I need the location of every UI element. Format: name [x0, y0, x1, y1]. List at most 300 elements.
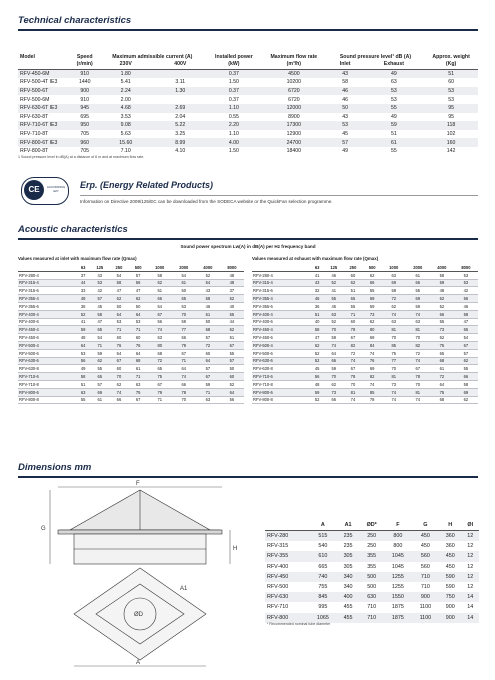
exhaust-acoustic-cell: 74 — [382, 310, 406, 318]
dim-cell: 1045 — [391, 563, 404, 570]
inlet-acoustic-cell: 65 — [148, 365, 172, 373]
dimensions-row — [265, 572, 479, 582]
inlet-acoustic-cell: 57 — [129, 271, 148, 279]
exhaust-acoustic-cell: 74 — [406, 396, 430, 404]
tech-model-cell: RFV-800-8T — [20, 148, 49, 155]
inlet-acoustic-model-cell: RFV-355-6 — [18, 302, 76, 310]
dim-cell: 1045 — [384, 551, 412, 561]
inlet-acoustic-cell: 71 — [172, 357, 196, 365]
tech-cell: 95 — [448, 113, 454, 120]
tech-cell: 2.20 — [207, 121, 261, 130]
inlet-acoustic-cell: 66 — [172, 380, 196, 388]
exhaust-acoustic-cell: 76 — [363, 357, 382, 365]
exhaust-acoustic-model-cell: RFV-450-4 — [252, 326, 310, 334]
dim-cell: 710 — [420, 584, 430, 591]
tech-cell: 0.37 — [228, 96, 239, 103]
dim-cell: 900 — [445, 604, 455, 611]
inlet-acoustic-cell: 56 — [220, 396, 244, 404]
dim-cell: 515 — [309, 531, 337, 542]
inlet-acoustic-cell: 74 — [109, 388, 128, 396]
inlet-freq-blank — [18, 264, 76, 271]
exhaust-acoustic-cell: 75 — [430, 388, 454, 396]
dimensions-row — [265, 602, 479, 612]
dimensions-table — [265, 519, 479, 623]
erp-title: Erp. (Energy Related Products) — [80, 180, 214, 190]
tech-cell: 55 — [364, 104, 425, 113]
inlet-acoustic-row — [18, 373, 244, 381]
tech-cell: 57 — [327, 138, 364, 147]
dim-cell: 305 — [337, 551, 360, 561]
inlet-acoustic-cell: 63 — [196, 396, 220, 404]
dim-cell: 500 — [359, 572, 384, 582]
inlet-acoustic-cell: 43 — [90, 271, 109, 279]
tech-model-cell: RFV-710-6T IE3 — [18, 121, 72, 130]
tech-row — [18, 78, 478, 87]
exhaust-acoustic-cell: 82 — [343, 341, 362, 349]
inlet-acoustic-cell: 69 — [90, 388, 109, 396]
exhaust-acoustic-cell: 48 — [430, 287, 454, 295]
tech-cell: 142 — [446, 148, 456, 155]
tech-model-cell: RFV-630-8T — [20, 113, 49, 120]
dim-cell: 455 — [337, 613, 360, 623]
exhaust-freq-cell: 500 — [363, 264, 382, 271]
dim-model-cell: RFV-355 — [265, 551, 309, 561]
dim-cell: 590 — [439, 572, 462, 582]
exhaust-acoustic-row — [252, 341, 478, 349]
inlet-acoustic-cell: 58 — [196, 295, 220, 303]
inlet-acoustic-cell: 67 — [196, 373, 220, 381]
inlet-acoustic-model-cell: RFV-710-8 — [18, 380, 76, 388]
dim-model-cell: RFV-800 — [265, 613, 309, 623]
inlet-freq-cell: 63 — [76, 264, 90, 271]
exhaust-acoustic-cell: 63 — [406, 318, 430, 326]
inlet-acoustic-cell: 57 — [90, 295, 109, 303]
dim-model-cell: RFV-450 — [265, 572, 309, 582]
inlet-acoustic-cell: 67 — [148, 310, 172, 318]
inlet-acoustic-cell: 64 — [220, 388, 244, 396]
tech-cell: 2.24 — [98, 87, 154, 96]
dimensions-row — [265, 531, 479, 542]
exhaust-acoustic-model-cell: RFV-500-6 — [252, 349, 310, 357]
exhaust-acoustic-cell: 65 — [343, 295, 362, 303]
tech-cell: 6720 — [288, 96, 300, 103]
dim-cell: 800 — [393, 543, 403, 550]
exhaust-acoustic-cell: 66 — [430, 310, 454, 318]
inlet-acoustic-row — [18, 365, 244, 373]
inlet-acoustic-cell: 54 — [109, 271, 128, 279]
exhaust-acoustic-cell: 62 — [343, 279, 362, 287]
inlet-acoustic-cell: 76 — [129, 341, 148, 349]
dim-cell: 1550 — [384, 592, 412, 602]
tech-units-row — [18, 60, 478, 69]
inlet-acoustic-cell: 59 — [90, 349, 109, 357]
inlet-acoustic-cell: 37 — [76, 271, 90, 279]
inlet-acoustic-cell: 44 — [220, 318, 244, 326]
exhaust-acoustic-cell: 45 — [324, 302, 343, 310]
inlet-acoustic-model-cell: RFV-800-6 — [18, 388, 76, 396]
tech-unit-cell: 230V — [98, 60, 154, 69]
inlet-acoustic-row — [18, 357, 244, 365]
inlet-acoustic-cell: 56 — [148, 318, 172, 326]
exhaust-acoustic-row — [252, 295, 478, 303]
inlet-acoustic-model-cell: RFV-315-6 — [18, 287, 76, 295]
exhaust-acoustic-cell: 60 — [343, 318, 362, 326]
inlet-acoustic-cell: 62 — [109, 380, 128, 388]
tech-cell: 0.55 — [228, 113, 239, 120]
dim-cell: 12 — [462, 531, 479, 542]
tech-cell: 53 — [390, 96, 397, 103]
inlet-freq-cell: 1000 — [148, 264, 172, 271]
exhaust-acoustic-row — [252, 365, 478, 373]
exhaust-acoustic-cell: 56 — [454, 295, 478, 303]
tech-cell: 53 — [364, 87, 425, 96]
exhaust-acoustic-cell: 64 — [324, 349, 343, 357]
exhaust-acoustic-cell: 75 — [430, 341, 454, 349]
dim-header-cell: A1 — [337, 519, 360, 531]
inlet-acoustic-cell: 62 — [129, 295, 148, 303]
inlet-acoustic-cell: 79 — [148, 388, 172, 396]
tech-cell: 59 — [364, 121, 425, 130]
tech-row — [18, 130, 478, 139]
exhaust-acoustic-cell: 69 — [454, 388, 478, 396]
th-speed: Speed — [76, 54, 93, 60]
inlet-acoustic-cell: 64 — [172, 365, 196, 373]
exhaust-acoustic-cell: 40 — [310, 318, 324, 326]
exhaust-acoustic-cell: 67 — [454, 341, 478, 349]
inlet-acoustic-cell: 58 — [148, 271, 172, 279]
inlet-acoustic-cell: 41 — [76, 318, 90, 326]
inlet-acoustic-cell: 74 — [172, 373, 196, 381]
acoustic-section-rule — [18, 238, 478, 240]
tech-cell: 24700 — [261, 138, 327, 147]
tech-cell — [154, 95, 207, 104]
dim-cell: 590 — [445, 584, 455, 591]
exhaust-acoustic-row — [252, 318, 478, 326]
tech-cell: 53 — [448, 96, 454, 103]
exhaust-acoustic-cell: 61 — [406, 271, 430, 279]
inlet-acoustic-cell: 58 — [109, 279, 128, 287]
exhaust-subtitle: Values measured at exhaust with maximum flow rate (Qmax) — [252, 256, 379, 261]
exhaust-acoustic-cell: 81 — [382, 326, 406, 334]
dim-cell: 710 — [367, 604, 377, 611]
inlet-acoustic-cell: 60 — [109, 334, 128, 342]
exhaust-acoustic-cell: 74 — [363, 349, 382, 357]
exhaust-acoustic-cell: 48 — [310, 380, 324, 388]
dim-cell: 12 — [467, 543, 474, 550]
exhaust-acoustic-cell: 43 — [310, 279, 324, 287]
exhaust-acoustic-cell: 42 — [454, 287, 478, 295]
tech-model-cell: RFV-710-8T — [20, 131, 49, 138]
th-current: Maximum admissible current (A) — [112, 54, 193, 60]
inlet-acoustic-model-cell: RFV-450-6 — [18, 334, 76, 342]
exhaust-acoustic-cell: 62 — [363, 318, 382, 326]
exhaust-acoustic-cell: 62 — [430, 295, 454, 303]
exhaust-acoustic-model-cell: RFV-355-4 — [252, 295, 310, 303]
drawing-label-a1: A1 — [180, 586, 188, 592]
drawing-label-g: G — [41, 526, 46, 532]
inlet-acoustic-cell: 62 — [220, 326, 244, 334]
exhaust-acoustic-row — [252, 334, 478, 342]
inlet-acoustic-cell: 58 — [90, 310, 109, 318]
inlet-acoustic-cell: 47 — [109, 287, 128, 295]
inlet-acoustic-cell: 60 — [196, 349, 220, 357]
tech-cell: 945 — [72, 104, 98, 113]
fan-dimension-drawing — [30, 481, 250, 670]
inlet-acoustic-cell: 52 — [196, 271, 220, 279]
exhaust-acoustic-cell: 52 — [430, 302, 454, 310]
inlet-acoustic-model-cell: RFV-500-4 — [18, 341, 76, 349]
inlet-acoustic-cell: 49 — [76, 365, 90, 373]
exhaust-acoustic-cell: 84 — [363, 341, 382, 349]
tech-cell: 0.37 — [207, 87, 261, 96]
tech-row — [18, 138, 478, 147]
dim-cell: 340 — [337, 572, 360, 582]
inlet-acoustic-row — [18, 287, 244, 295]
tech-cell: 63 — [390, 79, 397, 86]
exhaust-acoustic-row — [252, 380, 478, 388]
dim-cell: 900 — [439, 613, 462, 623]
tech-cell: 55 — [390, 148, 397, 155]
dimensions-footnote: * Recommended nominal tube diameter — [267, 622, 331, 626]
tech-cell: 46 — [342, 96, 348, 103]
inlet-acoustic-cell: 71 — [109, 326, 128, 334]
exhaust-acoustic-cell: 74 — [343, 396, 362, 404]
inlet-acoustic-cell: 65 — [172, 295, 196, 303]
tech-cell: 43 — [342, 113, 348, 120]
inlet-acoustic-cell: 56 — [129, 279, 148, 287]
inlet-acoustic-row — [18, 295, 244, 303]
exhaust-acoustic-cell: 41 — [310, 271, 324, 279]
inlet-acoustic-cell: 67 — [148, 380, 172, 388]
dim-model-cell: RFV-315 — [267, 543, 289, 550]
inlet-acoustic-cell: 79 — [172, 341, 196, 349]
dim-cell: 355 — [359, 551, 384, 561]
inlet-freq-cell: 500 — [129, 264, 148, 271]
inlet-acoustic-table — [18, 264, 244, 404]
exhaust-acoustic-cell: 70 — [343, 380, 362, 388]
tech-cell: 18400 — [286, 148, 302, 155]
dim-cell: 450 — [439, 551, 462, 561]
exhaust-acoustic-cell: 65 — [430, 349, 454, 357]
dim-cell: 12 — [467, 584, 474, 591]
exhaust-acoustic-row — [252, 373, 478, 381]
dim-cell: 1875 — [384, 613, 412, 623]
tech-model-cell: RFV-450-6M — [18, 69, 72, 78]
exhaust-acoustic-cell: 74 — [406, 310, 430, 318]
exhaust-acoustic-cell: 74 — [382, 396, 406, 404]
exhaust-acoustic-model-cell: RFV-400-4 — [252, 310, 310, 318]
inlet-acoustic-model-cell: RFV-315-4 — [18, 279, 76, 287]
dim-header-cell: ØD* — [359, 519, 384, 531]
exhaust-acoustic-cell: 85 — [382, 341, 406, 349]
exhaust-acoustic-cell: 53 — [454, 271, 478, 279]
exhaust-acoustic-cell: 70 — [324, 326, 343, 334]
inlet-acoustic-cell: 71 — [129, 326, 148, 334]
exhaust-acoustic-cell: 81 — [382, 373, 406, 381]
tech-cell: 1.30 — [154, 87, 207, 96]
spectrum-title: Sound power spectrum Lw(A) in dB(A) per Hz frequency band — [180, 244, 316, 249]
exhaust-acoustic-cell: 52 — [324, 279, 343, 287]
exhaust-acoustic-row — [252, 357, 478, 365]
exhaust-acoustic-cell: 70 — [406, 380, 430, 388]
inlet-acoustic-cell: 61 — [196, 310, 220, 318]
tech-model-cell: RFV-630-6T IE3 — [18, 104, 72, 113]
exhaust-acoustic-cell: 73 — [430, 326, 454, 334]
exhaust-acoustic-cell: 54 — [454, 334, 478, 342]
inlet-acoustic-cell: 54 — [148, 302, 172, 310]
exhaust-acoustic-row — [252, 310, 478, 318]
tech-cell: 5.41 — [120, 79, 131, 86]
inlet-acoustic-cell: 50 — [172, 287, 196, 295]
inlet-acoustic-cell: 64 — [76, 341, 90, 349]
inlet-acoustic-cell: 76 — [109, 341, 128, 349]
tech-cell: 60 — [448, 79, 454, 86]
exhaust-acoustic-cell: 78 — [406, 373, 430, 381]
dim-cell: 355 — [367, 563, 377, 570]
exhaust-acoustic-cell: 74 — [406, 357, 430, 365]
inlet-acoustic-cell: 63 — [129, 380, 148, 388]
dim-cell: 900 — [412, 592, 439, 602]
tech-cell: 4.10 — [175, 148, 186, 155]
inlet-acoustic-cell: 55 — [220, 349, 244, 357]
exhaust-acoustic-cell: 63 — [382, 318, 406, 326]
inlet-acoustic-cell: 78 — [172, 388, 196, 396]
inlet-acoustic-cell: 55 — [76, 396, 90, 404]
inlet-acoustic-cell: 53 — [90, 279, 109, 287]
inlet-acoustic-model-cell: RFV-710-6 — [18, 373, 76, 381]
exhaust-acoustic-cell: 74 — [363, 380, 382, 388]
inlet-acoustic-cell: 67 — [129, 396, 148, 404]
exhaust-acoustic-row — [252, 326, 478, 334]
inlet-acoustic-cell: 57 — [220, 357, 244, 365]
tech-row — [18, 69, 478, 78]
dim-cell: 1255 — [384, 572, 412, 582]
tech-cell: 53 — [327, 121, 364, 130]
tech-cell: 10200 — [286, 79, 302, 86]
tech-cell: 118 — [424, 121, 478, 130]
drawing-label-h: H — [233, 546, 238, 552]
exhaust-freq-blank — [252, 264, 310, 271]
exhaust-freq-cell: 125 — [324, 264, 343, 271]
tech-cell: 4500 — [261, 69, 327, 78]
inlet-acoustic-cell: 62 — [148, 279, 172, 287]
tech-row — [18, 95, 478, 104]
exhaust-acoustic-cell: 59 — [363, 302, 382, 310]
th-model: Model — [20, 54, 35, 60]
inlet-acoustic-cell: 37 — [220, 287, 244, 295]
exhaust-acoustic-model-cell: RFV-630-8 — [252, 365, 310, 373]
tech-cell: 900 — [72, 87, 98, 96]
tech-model-cell: RFV-500-4T IE3 — [20, 79, 58, 86]
exhaust-acoustic-cell: 46 — [324, 271, 343, 279]
inlet-acoustic-cell: 70 — [172, 310, 196, 318]
exhaust-acoustic-cell: 58 — [430, 271, 454, 279]
exhaust-acoustic-cell: 80 — [363, 326, 382, 334]
tech-model-cell: RFV-500-6T — [18, 87, 72, 96]
exhaust-acoustic-cell: 70 — [382, 334, 406, 342]
tech-cell: 1.50 — [228, 148, 239, 155]
tech-cell: 12000 — [261, 104, 327, 113]
exhaust-acoustic-cell: 85 — [363, 388, 382, 396]
exhaust-acoustic-cell: 46 — [310, 295, 324, 303]
inlet-acoustic-cell: 72 — [148, 357, 172, 365]
inlet-acoustic-cell: 54 — [90, 334, 109, 342]
inlet-acoustic-cell: 63 — [76, 388, 90, 396]
exhaust-acoustic-cell: 66 — [406, 279, 430, 287]
dimensions-row — [265, 592, 479, 602]
tech-unit-cell: Inlet — [327, 60, 364, 69]
dimensions-header-row — [265, 519, 479, 531]
tech-cell: 17300 — [261, 121, 327, 130]
tech-model-cell: RFV-500-6M — [20, 96, 50, 103]
tech-unit-cell: (Kg) — [424, 60, 478, 69]
inlet-acoustic-cell: 71 — [90, 341, 109, 349]
dim-cell: 740 — [309, 572, 337, 582]
exhaust-freq-cell: 8000 — [454, 264, 478, 271]
exhaust-acoustic-cell: 41 — [324, 287, 343, 295]
ce-mark-icon: CE — [24, 180, 44, 200]
erp-rule — [80, 195, 478, 196]
exhaust-acoustic-cell: 60 — [343, 271, 362, 279]
exhaust-acoustic-cell: 55 — [406, 287, 430, 295]
tech-footnote: 1 Sound pressure level in dB(A) at a distance of 6 m and at maximum flow rate. — [18, 155, 145, 159]
dim-cell: 305 — [343, 563, 353, 570]
exhaust-acoustic-cell: 63 — [382, 271, 406, 279]
exhaust-acoustic-cell: 55 — [430, 318, 454, 326]
inlet-acoustic-cell: 53 — [129, 318, 148, 326]
inlet-acoustic-cell: 33 — [76, 287, 90, 295]
inlet-acoustic-cell: 47 — [90, 318, 109, 326]
inlet-acoustic-cell: 70 — [109, 373, 128, 381]
exhaust-acoustic-cell: 78 — [343, 326, 362, 334]
exhaust-acoustic-cell: 70 — [406, 334, 430, 342]
exhaust-acoustic-row — [252, 279, 478, 287]
inlet-acoustic-cell: 67 — [172, 349, 196, 357]
tech-cell: 910 — [80, 96, 90, 103]
inlet-acoustic-model-cell: RFV-450-4 — [18, 326, 76, 334]
tech-cell — [154, 69, 207, 78]
exhaust-acoustic-cell: 74 — [324, 341, 343, 349]
exhaust-acoustic-cell: 72 — [343, 349, 362, 357]
inlet-freq-cell: 8000 — [220, 264, 244, 271]
dim-cell: 750 — [439, 592, 462, 602]
dim-cell: 610 — [309, 551, 337, 561]
exhaust-acoustic-cell: 59 — [324, 334, 343, 342]
inlet-acoustic-cell: 59 — [76, 326, 90, 334]
exhaust-acoustic-cell: 72 — [382, 295, 406, 303]
exhaust-freq-cell: 250 — [343, 264, 362, 271]
exhaust-acoustic-cell: 59 — [406, 302, 430, 310]
exhaust-acoustic-row — [252, 302, 478, 310]
inlet-acoustic-cell: 44 — [76, 279, 90, 287]
inlet-acoustic-cell: 77 — [172, 326, 196, 334]
exhaust-freq-cell: 1000 — [382, 264, 406, 271]
dim-cell: 845 — [309, 592, 337, 602]
exhaust-acoustic-row — [252, 287, 478, 295]
inlet-acoustic-cell: 67 — [109, 357, 128, 365]
inlet-acoustic-cell: 68 — [148, 349, 172, 357]
inlet-acoustic-cell: 57 — [196, 334, 220, 342]
inlet-acoustic-cell: 59 — [172, 318, 196, 326]
inlet-acoustic-cell: 66 — [148, 295, 172, 303]
inlet-acoustic-row — [18, 396, 244, 404]
exhaust-acoustic-cell: 78 — [343, 373, 362, 381]
inlet-freq-header — [18, 264, 244, 271]
exhaust-acoustic-cell: 46 — [454, 302, 478, 310]
inlet-acoustic-cell: 75 — [129, 388, 148, 396]
inlet-acoustic-cell: 80 — [148, 341, 172, 349]
dim-cell: 250 — [367, 543, 377, 550]
